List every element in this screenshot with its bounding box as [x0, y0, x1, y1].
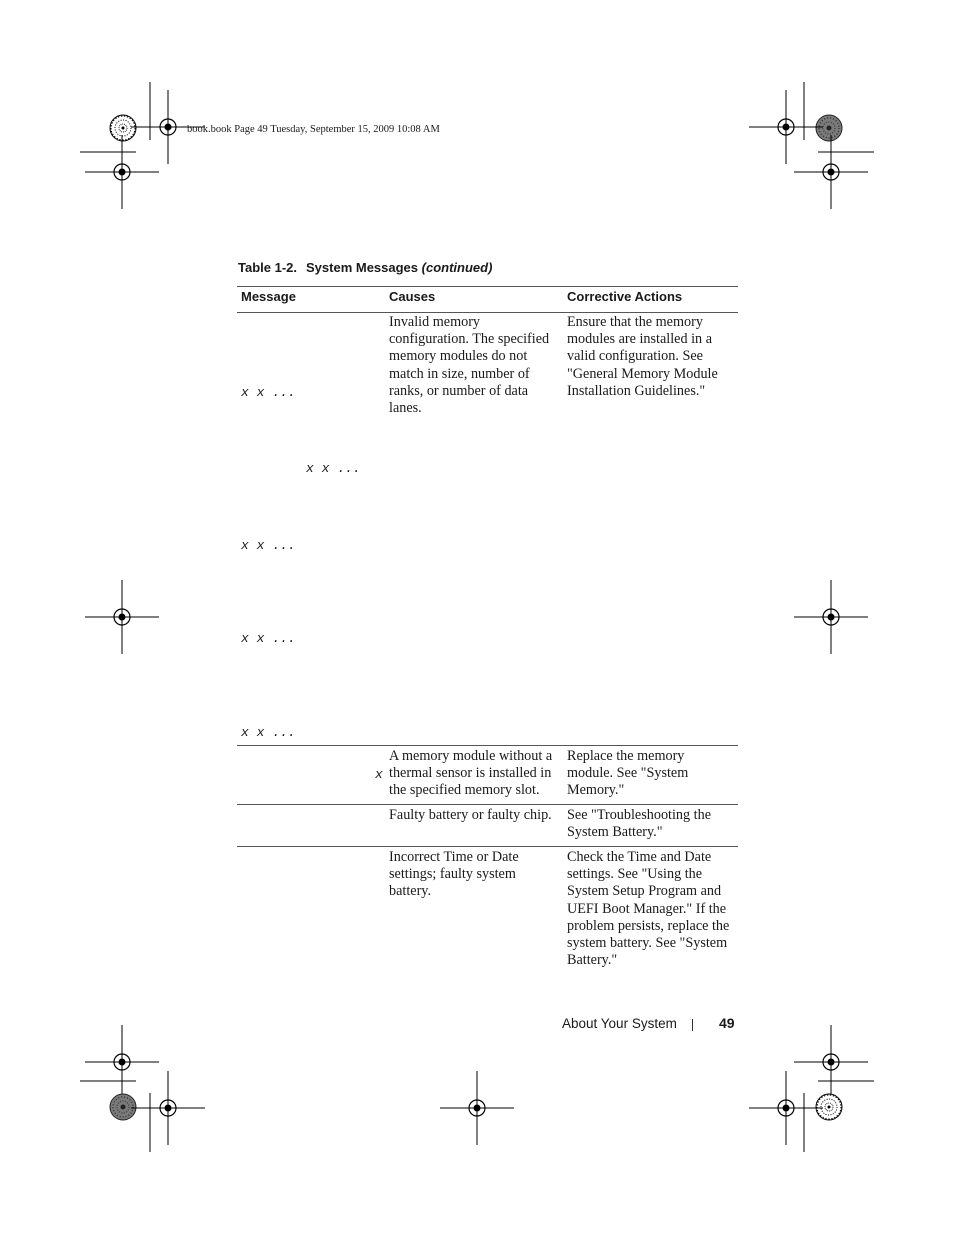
- message-fragment: x x ...: [241, 725, 296, 740]
- message-fragment: x x ...: [241, 631, 296, 646]
- table-row-4-actions: Check the Time and Date settings. See "Using the System Setup Program and UEFI Boot Manager." If the problem persists, replace the system battery. See "System Battery.": [567, 849, 730, 969]
- row-rule: [237, 745, 738, 746]
- message-fragment: x: [375, 767, 383, 782]
- footer-section-title: About Your System: [562, 1016, 677, 1031]
- table-caption: [238, 260, 492, 275]
- table-continued: (continued): [421, 260, 493, 275]
- table-row-2-causes: A memory module without a thermal sensor is installed in the specified memory slot.: [389, 748, 553, 799]
- table-row-4-causes: Incorrect Time or Date settings; faulty system battery.: [389, 849, 519, 900]
- table-top-rule: [237, 286, 738, 287]
- page-number: 49: [719, 1015, 735, 1031]
- message-fragment: x x ...: [306, 461, 361, 476]
- message-fragment: x x ...: [241, 385, 296, 400]
- column-header-causes: Causes: [389, 289, 436, 304]
- table-row-3-causes: Faulty battery or faulty chip.: [389, 807, 552, 823]
- table-row-2-actions: Replace the memory module. See "System Memory.": [567, 748, 689, 799]
- table-row-1-actions: Ensure that the memory modules are installed in a valid configuration. See "General Memory Module Installation Guidelines.": [567, 314, 718, 399]
- header-rule: [237, 312, 738, 313]
- table-title: System Messages: [306, 260, 419, 275]
- table-number: Table 1-2.: [238, 260, 298, 275]
- column-header-message: Message: [241, 289, 296, 304]
- row-rule: [237, 846, 738, 847]
- print-slug: book.book Page 49 Tuesday, September 15, 2009 10:08 AM: [187, 124, 440, 135]
- table-row-1-causes: Invalid memory configuration. The specified memory modules do not match in size, number of ranks, or number of data lanes.: [389, 314, 550, 417]
- footer-divider: [692, 1019, 693, 1031]
- row-rule: [237, 804, 738, 805]
- message-fragment: x x ...: [241, 538, 296, 553]
- table-row-3-actions: See "Troubleshooting the System Battery.": [567, 807, 711, 841]
- column-header-actions: Corrective Actions: [567, 289, 683, 304]
